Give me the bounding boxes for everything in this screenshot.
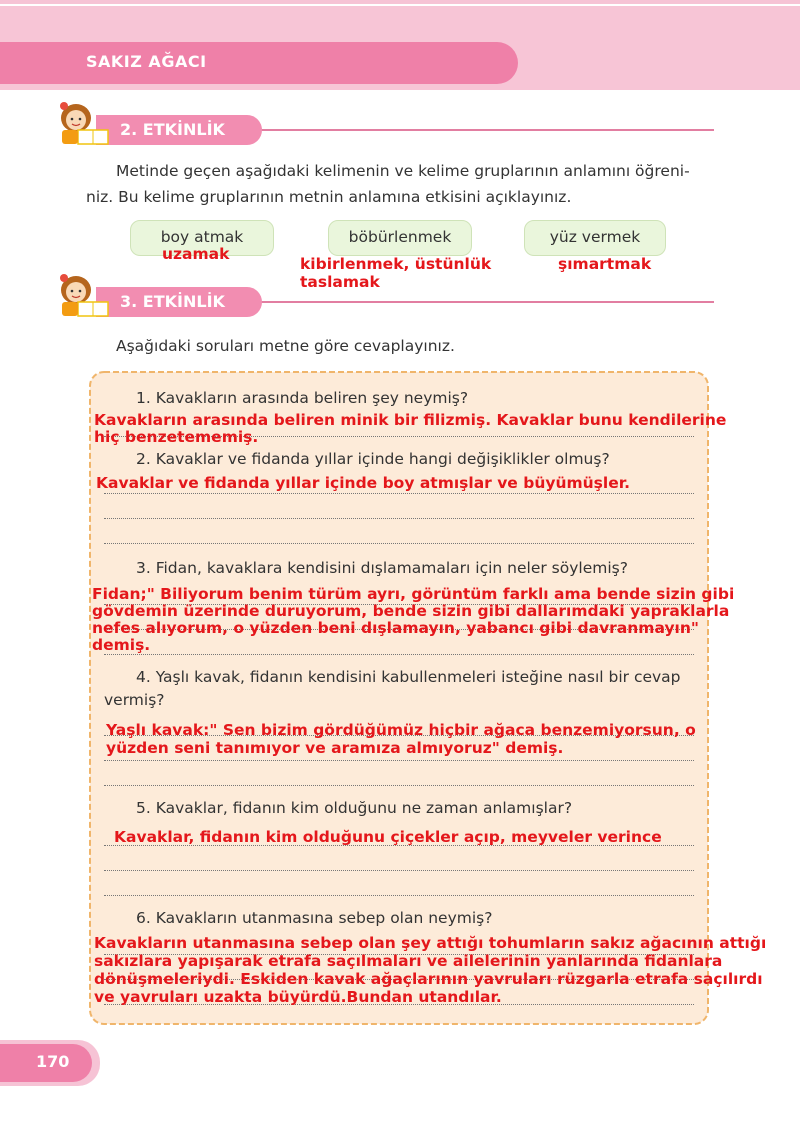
word-box-boy-atmak: boy atmak [130,220,274,256]
question-6: 6. Kavakların utanmasına sebep olan neymiş? [136,909,493,927]
answer-line [104,895,694,896]
question-2: 2. Kavaklar ve fidanda yıllar içinde hangi değişiklikler olmuş? [136,450,610,468]
activity3-instruction: Aşağıdaki soruları metne göre cevaplayınız. [116,337,455,355]
girl-reading-mascot-icon [54,270,116,320]
question-4-line1: 4. Yaşlı kavak, fidanın kendisini kabullenmeleri isteğine nasıl bir cevap [136,668,681,686]
activity3-rule [240,301,714,303]
answer-6-line4: ve yavruları uzakta büyürdü.Bundan utandılar. [94,988,502,1006]
question-5: 5. Kavaklar, fidanın kim olduğunu ne zaman anlamışlar? [136,799,573,817]
page-number: 170 [36,1052,70,1071]
word-answer-1: uzamak [162,245,230,263]
word-answer-3: şımartmak [558,255,652,273]
activity2-title: 2. ETKİNLİK [120,120,225,139]
girl-reading-mascot-icon [54,98,116,148]
answer-line [104,654,694,655]
word-box-yuz-vermek: yüz vermek [524,220,666,256]
answer-3-line1: Fidan;" Biliyorum benim türüm ayrı, görüntüm farklı ama bende sizin gibi [92,585,735,603]
answer-1-line1: Kavakların arasında beliren minik bir filizmiş. Kavaklar bunu kendilerine [94,411,727,429]
unit-title: SAKIZ AĞACI [86,52,207,71]
answer-6-line1: Kavakların utanmasına sebep olan şey attığı tohumların sakız ağacının attığı [94,934,767,952]
activity2-instruction-line2: niz. Bu kelime gruplarının metnin anlamına etkisini açıklayınız. [86,188,572,206]
answer-2-line1: Kavaklar ve fidanda yıllar içinde boy atmışlar ve büyümüşler. [96,474,631,492]
question-1: 1. Kavakların arasında beliren şey neymiş? [136,389,469,407]
answer-6-line3: dönüşmeleriydi. Eskiden kavak ağaçlarının yavruları rüzgarla etrafa saçılırdı [94,970,763,988]
word-answer-2-line2: taslamak [300,273,380,291]
top-stripe [0,0,800,4]
answer-line [104,785,694,786]
question-4-line2: vermiş? [104,691,165,709]
answer-line [104,760,694,761]
unit-banner [0,42,518,84]
answer-6-line2: sakızlara yapışarak etrafa saçılmaları ve ailelerinin yanlarında fidanlara [94,952,723,970]
answer-line [104,493,694,494]
answer-line [104,870,694,871]
activity3-title: 3. ETKİNLİK [120,292,225,311]
answer-3-line3: nefes alıyorum, o yüzden beni dışlamayın, yabancı gibi davranmayın" [92,619,699,637]
answer-4-line1: Yaşlı kavak:" Sen bizim gördüğümüz hiçbir ağaca benzemiyorsun, o [106,721,696,739]
answer-5-line1: Kavaklar, fidanın kim olduğunu çiçekler açıp, meyveler verince [114,828,662,846]
word-box-bobrlenmek: böbürlenmek [328,220,472,256]
question-3: 3. Fidan, kavaklara kendisini dışlamamaları için neler söylemiş? [136,559,628,577]
answer-4-line2: yüzden seni tanımıyor ve aramıza almıyoruz" demiş. [106,739,564,757]
answer-line [104,543,694,544]
activity2-rule [240,129,714,131]
answer-3-line4: demiş. [92,636,151,654]
answer-1-line2: hiç benzetememiş. [94,428,259,446]
answer-3-line2: gövdemin üzerinde duruyorum, bende sizin gibi dallarımdaki yapraklarla [92,602,730,620]
activity2-instruction-line1: Metinde geçen aşağıdaki kelimenin ve kelime gruplarının anlamını öğreni- [116,162,690,180]
word-answer-2-line1: kibirlenmek, üstünlük [300,255,492,273]
answer-line [104,518,694,519]
